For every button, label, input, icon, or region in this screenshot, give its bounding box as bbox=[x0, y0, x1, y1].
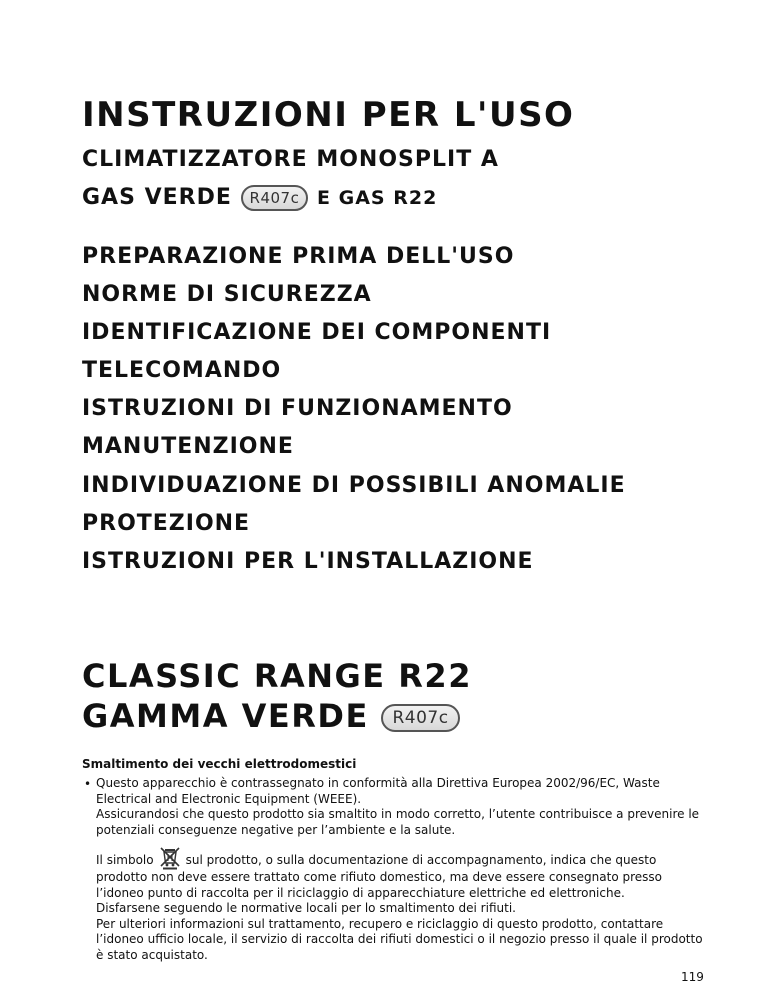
disposal-text-block-2 bbox=[96, 846, 708, 963]
disposal-paragraph-symbol bbox=[96, 846, 708, 901]
toc-item: IDENTIFICAZIONE DEI COMPONENTI bbox=[82, 320, 552, 346]
disposal-heading: Smaltimento dei vecchi elettrodomestici bbox=[82, 757, 357, 771]
subtitle-line-1: CLIMATIZZATORE MONOSPLIT A bbox=[82, 147, 499, 172]
symbol-prefix: Il simbolo bbox=[96, 853, 154, 867]
symbol-suffix: sul prodotto, o sulla documentazione di accompagnamento, indica che questo prodotto non deve essere trattato come rifiuto domestico, ma deve essere consegnato presso l’idoneo punto di raccolta per il riciclaggio di apparecchiature elettriche ed elettroniche. bbox=[96, 853, 663, 900]
range-title-line-1: CLASSIC RANGE R22 bbox=[82, 657, 472, 695]
toc-item: ISTRUZIONI PER L'INSTALLAZIONE bbox=[82, 548, 534, 574]
r407c-badge-large: R407c bbox=[381, 704, 459, 732]
toc-item: TELECOMANDO bbox=[82, 358, 282, 384]
bullet: • bbox=[84, 777, 92, 791]
disposal-paragraph: Questo apparecchio è contrassegnato in conformità alla Direttiva Europea 2002/96/EC, Waste Electrical and Electronic Equipment (WEEE). bbox=[96, 776, 660, 806]
subtitle-suffix: E GAS R22 bbox=[317, 187, 438, 209]
table-of-contents bbox=[82, 238, 626, 581]
page-title: INSTRUZIONI PER L'USO bbox=[82, 95, 575, 135]
toc-item: MANUTENZIONE bbox=[82, 434, 294, 460]
toc-item: PREPARAZIONE PRIMA DELL'USO bbox=[82, 244, 515, 269]
r407c-badge: R407c bbox=[241, 185, 309, 211]
toc-item: INDIVIDUAZIONE DI POSSIBILI ANOMALIE bbox=[82, 472, 626, 498]
disposal-text-block-1 bbox=[96, 776, 708, 838]
crossed-bin-icon bbox=[157, 846, 183, 870]
disposal-paragraph: Assicurandosi che questo prodotto sia smaltito in modo corretto, l’utente contribuisce a prevenire le potenziali conseguenze negative per l’ambiente e la salute. bbox=[96, 807, 700, 837]
toc-item: PROTEZIONE bbox=[82, 510, 251, 536]
disposal-paragraph: Per ulteriori informazioni sul trattamento, recupero e riciclaggio di questo prodotto, contattare l’idoneo ufficio locale, il servizio di raccolta dei rifiuti domestici o il negozio presso il quale il prodotto è stato acquistato. bbox=[96, 916, 703, 962]
range-title-text: GAMMA VERDE bbox=[82, 697, 369, 735]
range-title-line-2 bbox=[82, 697, 460, 735]
page-number: 119 bbox=[681, 970, 704, 984]
toc-item: NORME DI SICUREZZA bbox=[82, 282, 372, 308]
disposal-paragraph: Disfarsene seguendo le normative locali per lo smaltimento dei rifiuti. bbox=[96, 901, 516, 915]
subtitle-prefix: GAS VERDE bbox=[82, 185, 232, 210]
toc-item: ISTRUZIONI DI FUNZIONAMENTO bbox=[82, 396, 513, 422]
subtitle-line-2 bbox=[82, 185, 437, 211]
